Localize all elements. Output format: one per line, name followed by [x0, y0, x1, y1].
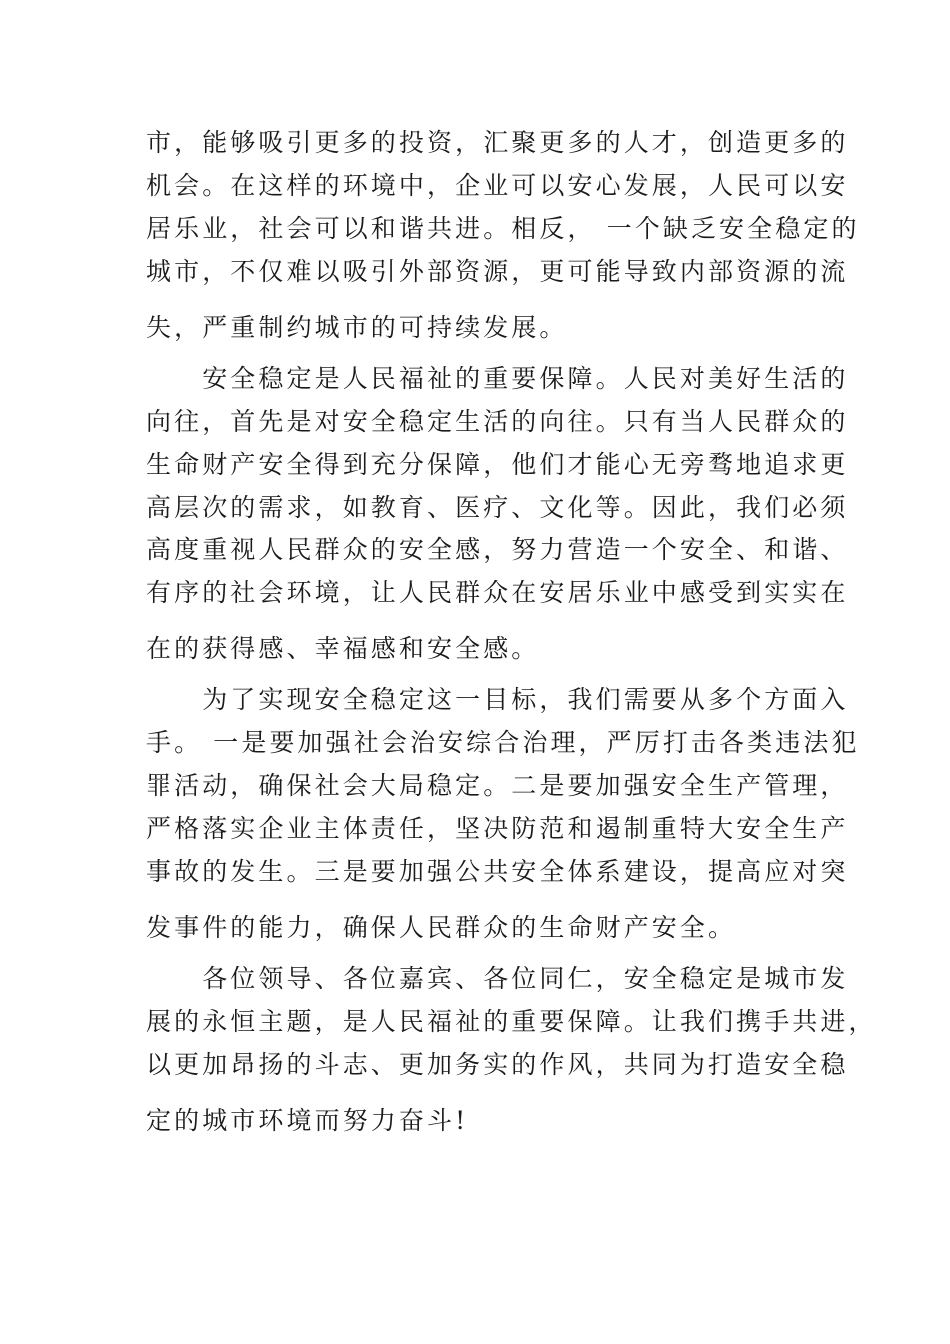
text-line: 高层次的需求，如教育、医疗、文化等。因此，我们必须: [146, 493, 849, 522]
text-line: 失，严重制约城市的可持续发展。: [146, 313, 568, 342]
text-line: 机会。在这样的环境中，企业可以安心发展，人民可以安: [146, 171, 849, 200]
text-line: 以更加昂扬的斗志、更加务实的作风，共同为打造安全稳: [146, 1050, 849, 1079]
text-line: 安全稳定是人民福祉的重要保障。人民对美好生活的: [146, 364, 849, 393]
text-line: 事故的发生。三是要加强公共安全体系建设，提高应对突: [146, 857, 849, 886]
text-line: 发事件的能力，确保人民群众的生命财产安全。: [146, 913, 737, 942]
text-line: 向往，首先是对安全稳定生活的向往。只有当人民群众的: [146, 407, 849, 436]
text-line: 市，能够吸引更多的投资，汇聚更多的人才，创造更多的: [146, 128, 849, 157]
text-line: 展的永恒主题，是人民福祉的重要保障。让我们携手共进，: [146, 1007, 877, 1036]
text-line: 有序的社会环境，让人民群众在安居乐业中感受到实实在: [146, 578, 849, 607]
text-line: 定的城市环境而努力奋斗!: [146, 1106, 469, 1135]
text-line: 生命财产安全得到充分保障，他们才能心无旁骛地追求更: [146, 450, 849, 479]
text-line: 为了实现安全稳定这一目标，我们需要从多个方面入: [146, 685, 849, 714]
text-line: 手。 一是要加强社会治安综合治理，严厉打击各类违法犯: [146, 728, 860, 757]
text-line: 严格落实企业主体责任，坚决防范和遏制重特大安全生产: [146, 814, 849, 843]
text-line: 城市，不仅难以吸引外部资源，更可能导致内部资源的流: [146, 257, 849, 286]
text-line: 居乐业，社会可以和谐共进。相反， 一个缺乏安全稳定的: [146, 214, 860, 243]
text-line: 在的获得感、幸福感和安全感。: [146, 634, 540, 663]
text-line: 各位领导、各位嘉宾、各位同仁，安全稳定是城市发: [146, 964, 849, 993]
text-line: 高度重视人民群众的安全感，努力营造一个安全、和谐、: [146, 535, 849, 564]
text-line: 罪活动，确保社会大局稳定。二是要加强安全生产管理，: [146, 771, 849, 800]
